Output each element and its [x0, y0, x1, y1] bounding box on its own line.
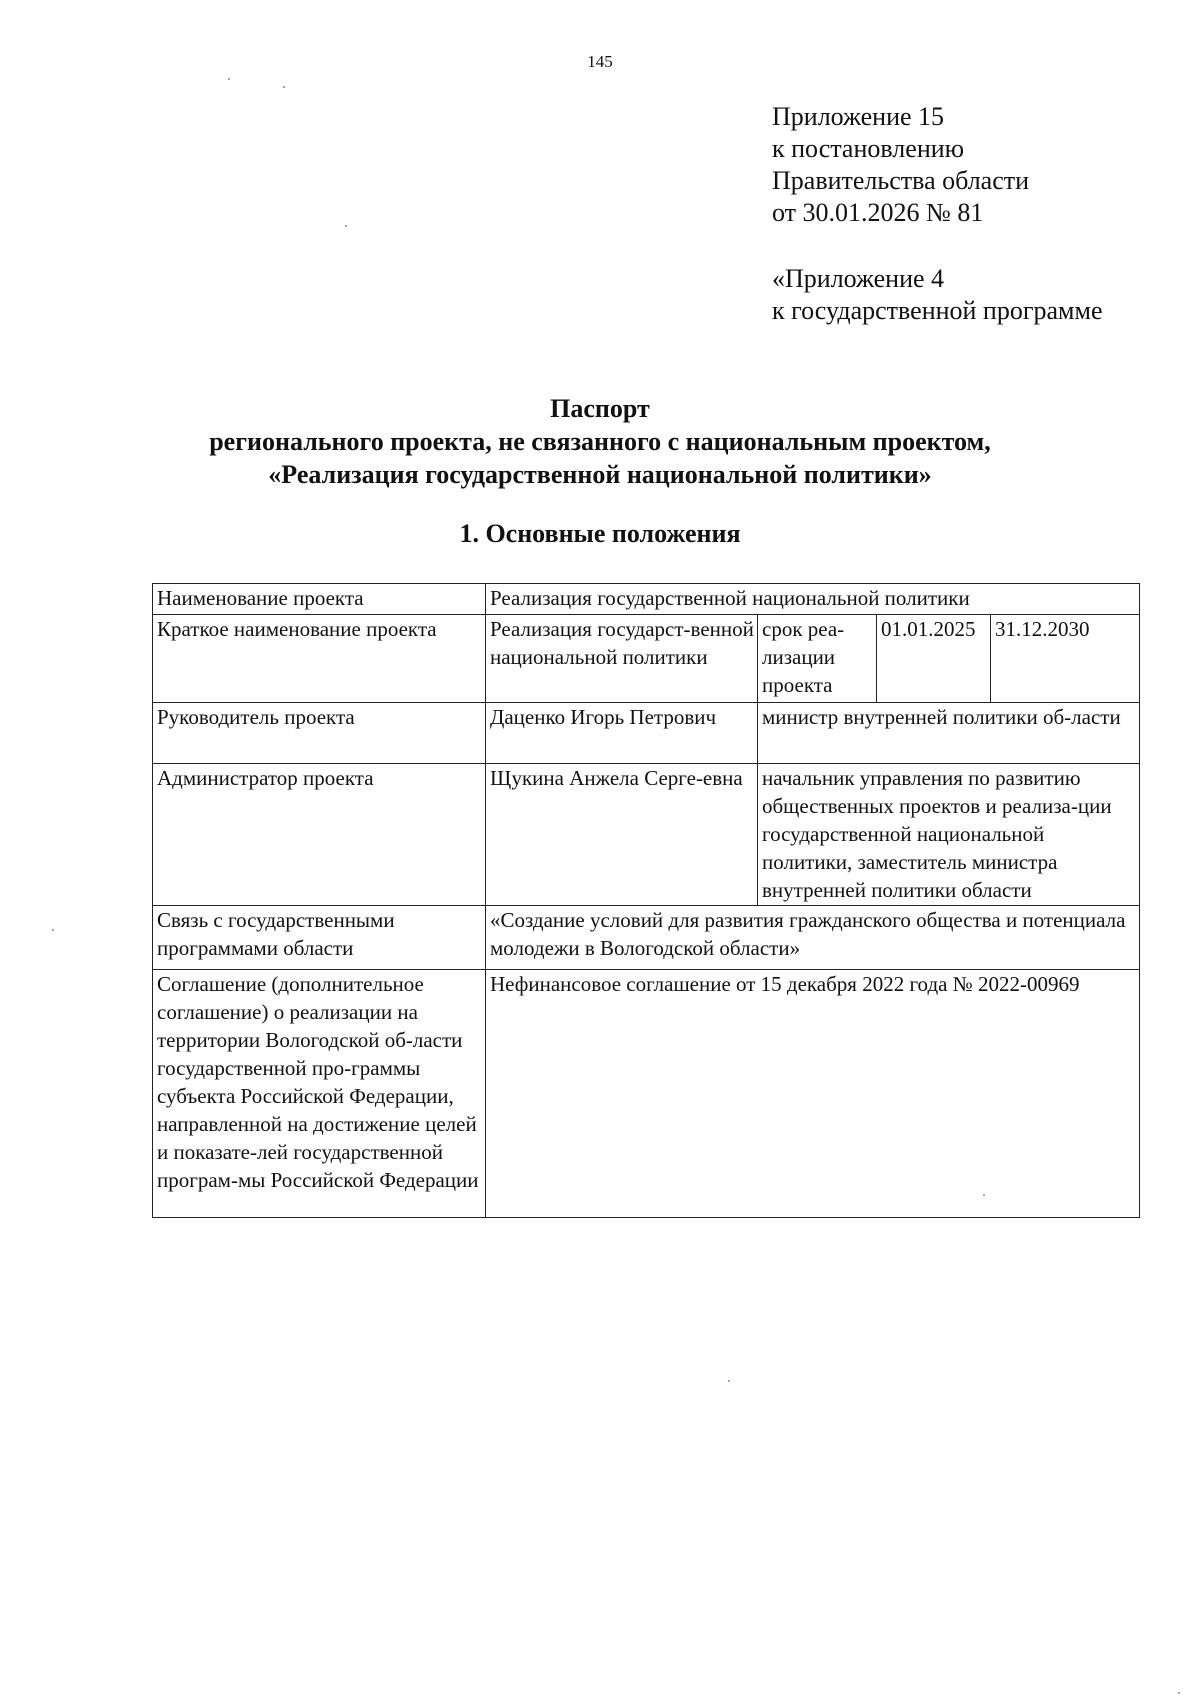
table-row [153, 764, 1140, 906]
row-label: Администратор проекта [153, 764, 486, 906]
term-label-cell: срок реа-лизации проекта [758, 615, 877, 703]
appendix-line: к постановлению [772, 134, 965, 163]
row-label: Руководитель проекта [153, 703, 486, 764]
start-date-cell: 01.01.2025 [877, 615, 991, 703]
appendix-line: от 30.01.2026 № 81 [772, 198, 984, 227]
page-number: 145 [587, 52, 613, 71]
scan-speck [52, 929, 54, 931]
row-label: Краткое наименование проекта [153, 615, 486, 703]
appendix-line: к государственной программе [772, 296, 1103, 325]
short-name-cell: Реализация государст-венной национальной политики [486, 615, 758, 703]
scan-speck [1178, 1692, 1180, 1694]
title-line: регионального проекта, не связанного с национальным проектом, [209, 427, 991, 456]
table-row [153, 615, 1140, 703]
sub-appendix-header [772, 263, 1103, 327]
scan-speck [228, 78, 230, 80]
row-value: «Создание условий для развития гражданского общества и потенциала молодежи в Вологодской области» [486, 906, 1140, 970]
table-row [153, 703, 1140, 764]
row-value: Нефинансовое соглашение от 15 декабря 2022 года № 2022-00969 [486, 970, 1140, 1218]
appendix-line: Приложение 15 [772, 102, 945, 131]
table-row [153, 584, 1140, 615]
table-row [153, 906, 1140, 970]
title-line: Паспорт [550, 394, 650, 423]
person-position-cell: начальник управления по развитию общественных проектов и реализа-ции государственной национальной политики, заместитель министра внутренней политики области [758, 764, 1140, 906]
person-name-cell: Щукина Анжела Серге-евна [486, 764, 758, 906]
passport-table [152, 583, 1140, 1218]
row-label: Связь с государственными программами области [153, 906, 486, 970]
row-label: Наименование проекта [153, 584, 486, 615]
end-date-cell: 31.12.2030 [991, 615, 1140, 703]
scan-speck [983, 1194, 985, 1196]
document-title [0, 392, 1200, 491]
section-title: 1. Основные положения [459, 519, 741, 548]
person-name-cell: Даценко Игорь Петрович [486, 703, 758, 764]
table-row [153, 970, 1140, 1218]
appendix-line: Правительства области [772, 166, 1030, 195]
person-position-cell: министр внутренней политики об-ласти [758, 703, 1140, 764]
row-value: Реализация государственной национальной политики [486, 584, 1140, 615]
scan-speck [283, 86, 285, 88]
title-line: «Реализация государственной национальной политики» [268, 460, 932, 489]
scan-speck [728, 1380, 730, 1382]
appendix-line: «Приложение 4 [772, 264, 945, 293]
scan-speck [345, 225, 347, 227]
appendix-header [772, 101, 1029, 229]
row-label: Соглашение (дополнительное соглашение) о реализации на территории Вологодской об-ласти государственной про-граммы субъекта Российской Федерации, направленной на достижение целей и показате-лей государственной програм-мы Российской Федерации [153, 970, 486, 1218]
